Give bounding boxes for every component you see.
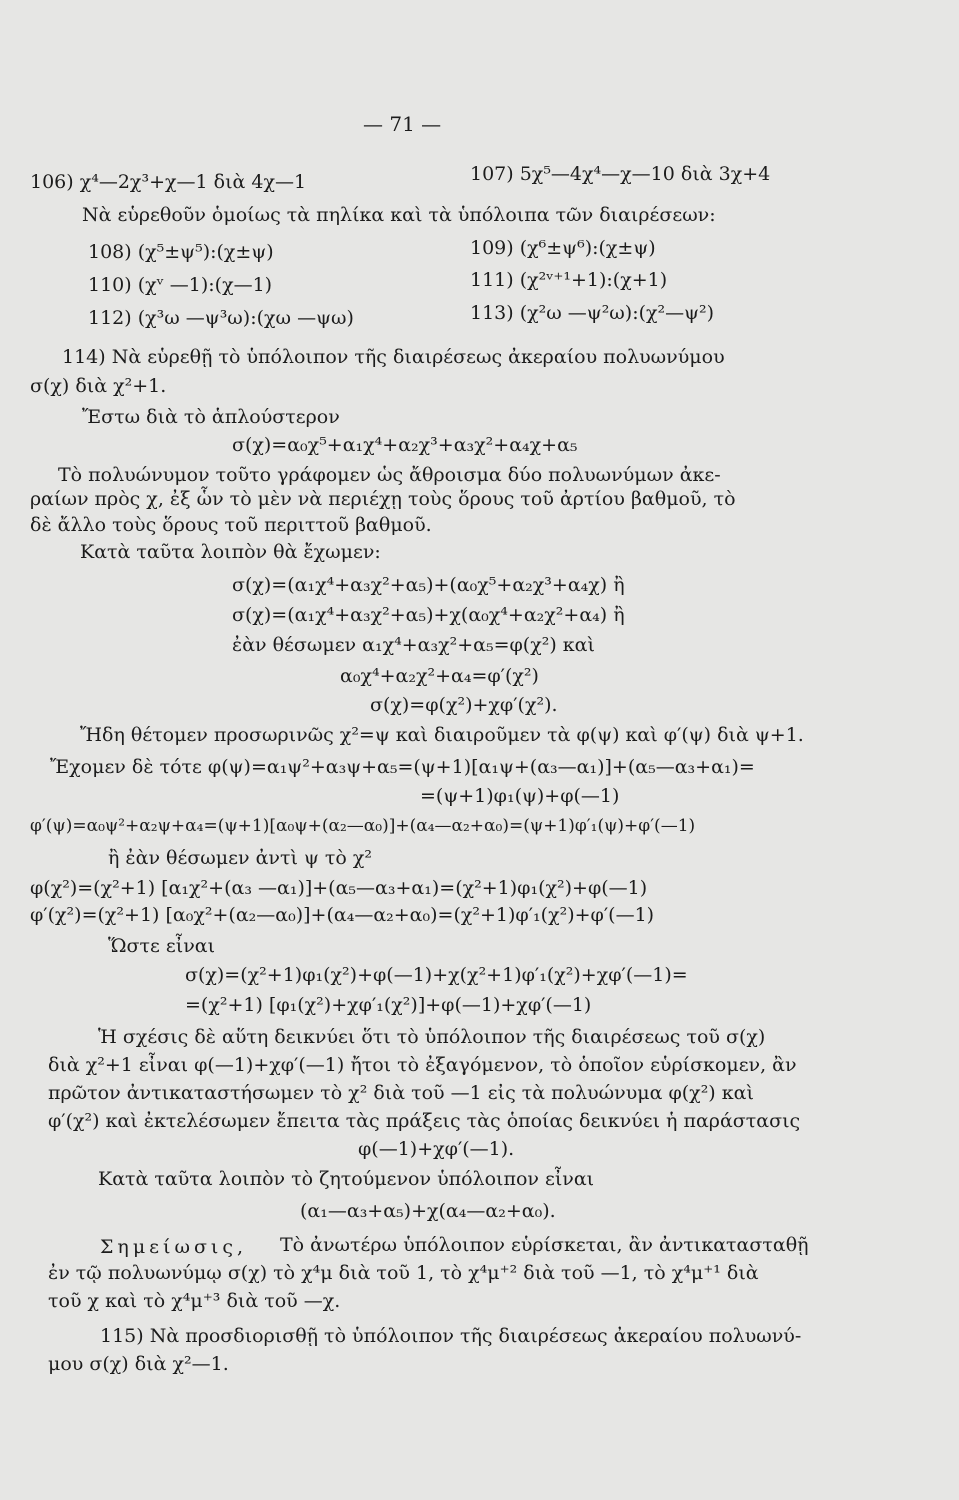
equation-10: =(χ²+1) [φ₁(χ²)+χφ′₁(χ²)]+φ(—1)+χφ′(—1): [185, 994, 592, 1016]
exercise-106: 106) χ⁴—2χ³+χ—1 διὰ 4χ—1: [30, 171, 307, 193]
exercise-108: 108) (χ⁵±ψ⁵):(χ±ψ): [88, 241, 274, 263]
paragraph-9-line1: Ἡ σχέσις δὲ αὕτη δεικνύει ὅτι τὸ ὑπόλοιπον τῆς διαιρέσεως τοῦ σ(χ): [98, 1026, 766, 1048]
note-line2: ἐν τῷ πολυωνύμῳ σ(χ) τὸ χ⁴μ διὰ τοῦ 1, τὸ χ⁴μ⁺² διὰ τοῦ —1, τὸ χ⁴μ⁺¹ διὰ: [48, 1262, 759, 1284]
paragraph-9-line2: διὰ χ²+1 εἶναι φ(—1)+χφ′(—1) ἤτοι τὸ ἐξαγόμενον, τὸ ὁποῖον εὑρίσκομεν, ἂν: [48, 1054, 797, 1076]
paragraph-2-line1: Τὸ πολυώνυμον τοῦτο γράφομεν ὡς ἄθροισμα δύο πολυωνύμων ἀκε-: [58, 464, 721, 486]
paragraph-9-line4: φ′(χ²) καὶ ἐκτελέσωμεν ἔπειτα τὰς πράξεις τὰς ὁποίας δεικνύει ἡ παράστασις: [48, 1110, 801, 1132]
note-line1: Τὸ ἀνωτέρω ὑπόλοιπον εὑρίσκεται, ἂν ἀντικατασταθῇ: [280, 1234, 809, 1256]
equation-1: σ(χ)=α₀χ⁵+α₁χ⁴+α₂χ³+α₃χ²+α₄χ+α₅: [232, 434, 578, 456]
exercise-110: 110) (χᵛ —1):(χ—1): [88, 274, 273, 296]
exercise-114-line1: 114) Νὰ εὑρεθῇ τὸ ὑπόλοιπον τῆς διαιρέσεως ἀκεραίου πολυωνύμου: [62, 346, 725, 368]
paragraph-3: Κατὰ ταῦτα λοιπὸν θὰ ἔχωμεν:: [80, 541, 381, 563]
paragraph-4: Ἤδη θέτομεν προσωρινῶς χ²=ψ καὶ διαιροῦμεν τὰ φ(ψ) καὶ φ′(ψ) διὰ ψ+1.: [80, 724, 804, 746]
equation-11: φ(—1)+χφ′(—1).: [358, 1138, 515, 1160]
equation-9: σ(χ)=(χ²+1)φ₁(χ²)+φ(—1)+χ(χ²+1)φ′₁(χ²)+χφ′(—1)=: [185, 964, 688, 986]
paragraph-5: Ἔχομεν δὲ τότε φ(ψ)=α₁ψ²+α₃ψ+α₅=(ψ+1)[α₁ψ+(α₃—α₁)]+(α₅—α₃+α₁)=: [50, 756, 755, 778]
equation-2: σ(χ)=(α₁χ⁴+α₃χ²+α₅)+(α₀χ⁵+α₂χ³+α₄χ) ἢ: [232, 574, 625, 596]
page-number: — 71 —: [363, 112, 442, 136]
paragraph-7: ἢ ἐὰν θέσωμεν ἀντὶ ψ τὸ χ²: [108, 847, 373, 869]
exercise-111: 111) (χ²ᵛ⁺¹+1):(χ+1): [470, 269, 668, 291]
note-label: Σημείωσις,: [100, 1236, 248, 1258]
paragraph-2-line2: ραίων πρὸς χ, ἐξ ὧν τὸ μὲν νὰ περιέχῃ τοὺς ὅρους τοῦ ἀρτίου βαθμοῦ, τὸ: [30, 488, 736, 510]
paragraph-1: Ἔστω διὰ τὸ ἁπλούστερον: [82, 406, 340, 428]
intro-text: Νὰ εὑρεθοῦν ὁμοίως τὰ πηλίκα καὶ τὰ ὑπόλοιπα τῶν διαιρέσεων:: [82, 204, 716, 226]
exercise-107: 107) 5χ⁵—4χ⁴—χ—10 διὰ 3χ+4: [470, 163, 771, 185]
equation-6: σ(χ)=φ(χ²)+χφ′(χ²).: [370, 694, 558, 716]
equation-7: φ(χ²)=(χ²+1) [α₁χ²+(α₃ —α₁)]+(α₅—α₃+α₁)=(χ²+1)φ₁(χ²)+φ(—1): [30, 877, 648, 899]
note-line3: τοῦ χ καὶ τὸ χ⁴μ⁺³ διὰ τοῦ —χ.: [48, 1290, 341, 1312]
paragraph-10: Κατὰ ταῦτα λοιπὸν τὸ ζητούμενον ὑπόλοιπον εἶναι: [98, 1168, 595, 1190]
exercise-112: 112) (χ³ω —ψ³ω):(χω —ψω): [88, 307, 354, 329]
equation-12: (α₁—α₃+α₅)+χ(α₄—α₂+α₀).: [300, 1200, 556, 1222]
paragraph-8: Ὥστε εἶναι: [108, 935, 216, 957]
equation-4: ἐὰν θέσωμεν α₁χ⁴+α₃χ²+α₅=φ(χ²) καὶ: [232, 634, 595, 656]
exercise-114-line2: σ(χ) διὰ χ²+1.: [30, 375, 167, 397]
equation-5: α₀χ⁴+α₂χ²+α₄=φ′(χ²): [340, 665, 539, 687]
paragraph-5-continued: =(ψ+1)φ₁(ψ)+φ(—1): [420, 785, 620, 807]
exercise-115-line1: 115) Νὰ προσδιορισθῇ τὸ ὑπόλοιπον τῆς διαιρέσεως ἀκεραίου πολυωνύ-: [100, 1325, 802, 1347]
exercise-109: 109) (χ⁶±ψ⁶):(χ±ψ): [470, 237, 656, 259]
paragraph-2-line3: δὲ ἄλλο τοὺς ὅρους τοῦ περιττοῦ βαθμοῦ.: [30, 514, 432, 536]
paragraph-9-line3: πρῶτον ἀντικαταστήσωμεν τὸ χ² διὰ τοῦ —1 εἰς τὰ πολυώνυμα φ(χ²) καὶ: [48, 1082, 754, 1104]
equation-3: σ(χ)=(α₁χ⁴+α₃χ²+α₅)+χ(α₀χ⁴+α₂χ²+α₄) ἢ: [232, 604, 625, 626]
paragraph-6: φ′(ψ)=α₀ψ²+α₂ψ+α₄=(ψ+1)[α₀ψ+(α₂—α₀)]+(α₄—α₂+α₀)=(ψ+1)φ′₁(ψ)+φ′(—1): [30, 816, 696, 836]
equation-8: φ′(χ²)=(χ²+1) [α₀χ²+(α₂—α₀)]+(α₄—α₂+α₀)=(χ²+1)φ′₁(χ²)+φ′(—1): [30, 904, 655, 926]
exercise-115-line2: μου σ(χ) διὰ χ²—1.: [48, 1353, 229, 1375]
exercise-113: 113) (χ²ω —ψ²ω):(χ²—ψ²): [470, 302, 715, 324]
